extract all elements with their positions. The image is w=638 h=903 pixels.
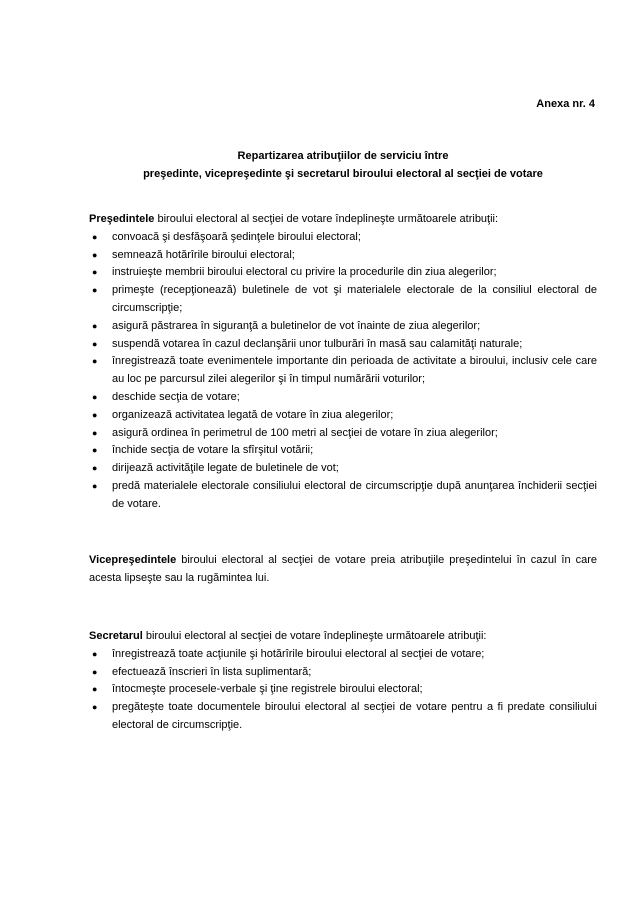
vice-president-heading: Vicepreşedintele	[89, 554, 177, 566]
document-title	[89, 147, 597, 183]
bullet-icon: ●	[92, 702, 98, 713]
president-duty-item	[89, 318, 597, 336]
secretary-duty-item-text: efectuează înscrieri în lista suplimentară;	[112, 665, 312, 678]
secretary-duties-list	[89, 646, 597, 735]
secretary-duty-item-text: pregăteşte toate documentele biroului electoral al secţiei de votare pentru a fi predate consiliului electoral de circumscripţie.	[112, 701, 597, 731]
president-intro-text: biroului electoral al secţiei de votare îndeplineşte următoarele atribuţii:	[154, 213, 499, 225]
bullet-icon: ●	[92, 231, 98, 242]
president-duty-item	[89, 353, 597, 389]
secretary-duty-item	[89, 646, 597, 664]
president-duty-item-text: instruieşte membrii biroului electoral cu privire la procedurile din ziua alegerilor;	[112, 266, 497, 279]
bullet-icon: ●	[92, 320, 98, 331]
president-duty-item	[89, 460, 597, 478]
president-heading: Preşedintele	[89, 213, 155, 225]
president-duty-item	[89, 425, 597, 443]
bullet-icon: ●	[92, 648, 98, 659]
president-duty-item	[89, 407, 597, 425]
bullet-icon: ●	[92, 391, 98, 402]
bullet-icon: ●	[92, 338, 98, 349]
president-duty-item	[89, 478, 597, 514]
secretary-heading: Secretarul	[89, 630, 143, 642]
secretary-duty-item	[89, 681, 597, 699]
secretary-section	[89, 628, 597, 735]
president-duty-item-text: înregistrează toate evenimentele importante din perioada de activitate a biroului, inclusiv cele care au loc pe parcursul zilei alegerilor şi în timpul numărării voturilor;	[112, 355, 597, 386]
secretary-duty-item-text: înregistrează toate acţiunile şi hotărîrile biroului electoral al secţiei de votare;	[112, 647, 485, 660]
president-duty-item	[89, 336, 597, 354]
president-duty-item-text: asigură ordinea în perimetrul de 100 metri al secţiei de votare în ziua alegerilor;	[112, 426, 498, 439]
president-duty-item-text: închide secţia de votare la sfîrşitul votării;	[112, 444, 314, 457]
president-duty-item	[89, 264, 597, 282]
title-line-1: Repartizarea atribuţiilor de serviciu între	[237, 150, 449, 162]
bullet-icon: ●	[92, 356, 98, 367]
president-duty-item-text: predă materialele electorale consiliului electoral de circumscripţie după anunţarea închiderii secţiei de votare.	[112, 479, 597, 510]
vice-president-paragraph	[89, 552, 597, 588]
president-duty-item-text: deschide secţia de votare;	[112, 390, 240, 403]
bullet-icon: ●	[92, 285, 98, 296]
president-duty-item	[89, 442, 597, 460]
bullet-icon: ●	[92, 249, 98, 260]
secretary-duty-item	[89, 664, 597, 682]
bullet-icon: ●	[92, 409, 98, 420]
president-duty-item	[89, 229, 597, 247]
president-duty-item-text: primeşte (recepţionează) buletinele de vot şi materialele electorale de la consiliul electoral de circumscripţie;	[112, 284, 597, 314]
president-duty-item-text: organizează activitatea legată de votare în ziua alegerilor;	[112, 408, 394, 421]
secretary-intro	[89, 628, 597, 646]
bullet-icon: ●	[92, 427, 98, 438]
bullet-icon: ●	[92, 267, 98, 278]
bullet-icon: ●	[92, 463, 98, 474]
president-duty-item-text: suspendă votarea în cazul declanşării unor tulburări în masă sau calamităţi naturale;	[112, 337, 523, 350]
bullet-icon: ●	[92, 666, 98, 677]
president-duty-item-text: asigură păstrarea în siguranţă a buletinelor de vot înainte de ziua alegerilor;	[112, 319, 481, 332]
president-duty-item	[89, 247, 597, 265]
president-duty-item	[89, 282, 597, 318]
president-duty-item-text: convoacă şi desfăşoară şedinţele biroului electoral;	[112, 230, 361, 243]
secretary-duty-item	[89, 699, 597, 735]
vice-president-section	[89, 552, 597, 588]
vice-president-text: biroului electoral al secţiei de votare preia atribuţiile preşedintelui în cazul în care acesta lipseşte sau la rugămintea lui.	[89, 554, 597, 584]
bullet-icon: ●	[92, 480, 98, 491]
secretary-intro-text: biroului electoral al secţiei de votare îndeplineşte următoarele atribuţii:	[142, 630, 487, 642]
bullet-icon: ●	[92, 445, 98, 456]
annex-label: Anexa nr. 4	[536, 98, 595, 110]
secretary-duty-item-text: întocmeşte procesele-verbale şi ţine registrele biroului electoral;	[112, 683, 423, 696]
president-duty-item-text: semnează hotărîrile biroului electoral;	[112, 248, 295, 261]
president-duty-item	[89, 389, 597, 407]
president-duty-item-text: dirijează activităţile legate de buletinele de vot;	[112, 462, 339, 475]
bullet-icon: ●	[92, 684, 98, 695]
president-intro	[89, 211, 597, 229]
president-section	[89, 211, 597, 514]
president-duties-list	[89, 229, 597, 514]
title-line-2: preşedinte, vicepreşedinte şi secretarul biroului electoral al secţiei de votare	[143, 168, 543, 180]
